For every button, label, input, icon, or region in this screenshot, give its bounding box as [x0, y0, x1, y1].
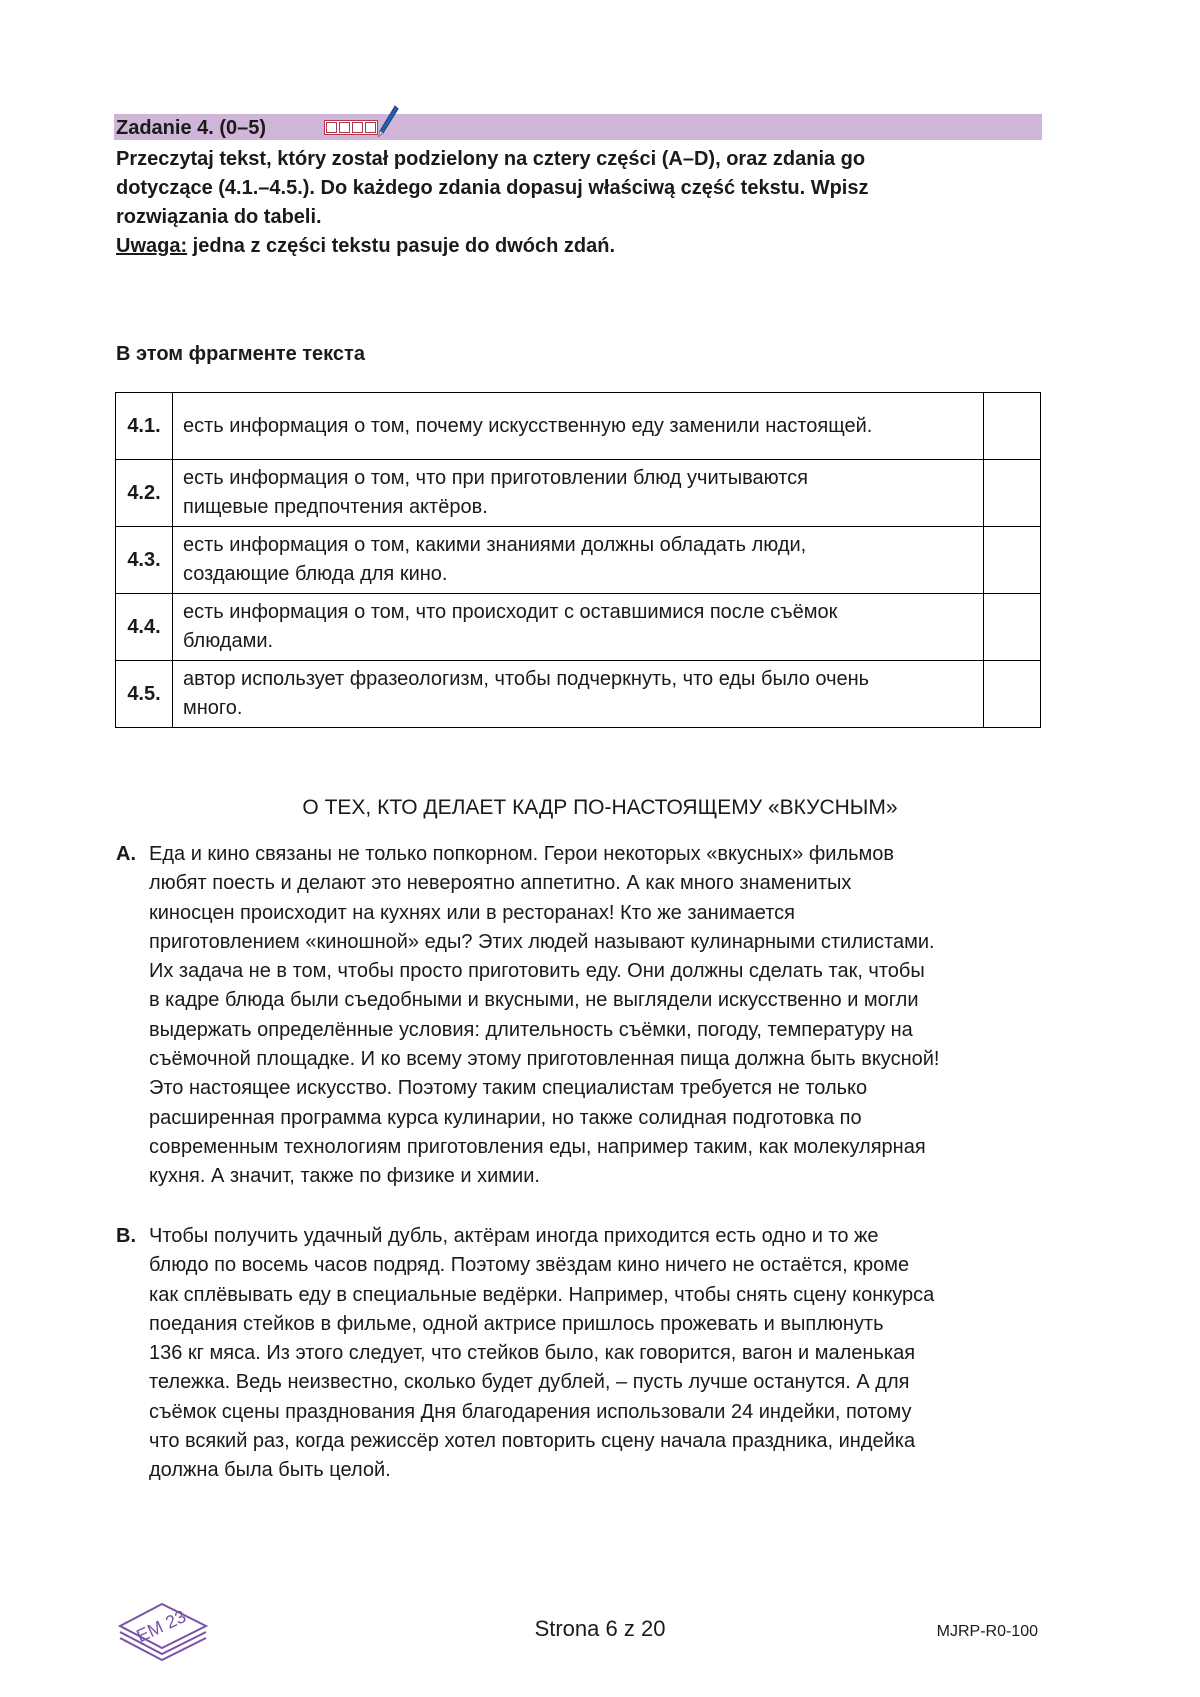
item-number: 4.1. — [116, 393, 173, 460]
instruction-line: rozwiązania do tabeli. — [116, 206, 322, 228]
table-row — [116, 527, 1041, 594]
text-line: Это настоящее искусство. Поэтому таким специалистам требуется не только — [149, 1077, 868, 1100]
text-line: съёмочной площадке. И ко всему этому приготовленная пища должна быть вкусной! — [149, 1048, 940, 1071]
text-line: в кадре блюда были съедобными и вкусными, не выглядели искусственно и могли — [149, 989, 919, 1012]
note-label: Uwaga: — [116, 235, 188, 257]
item-number: 4.4. — [116, 594, 173, 661]
exam-code: MJRP-R0-100 — [936, 1623, 1038, 1640]
instruction-line: Przeczytaj tekst, który został podzielony na cztery części (A–D), oraz zdania go — [116, 148, 866, 170]
part-letter: B. — [116, 1225, 136, 1247]
score-checkbox[interactable] — [365, 122, 376, 133]
text-line: киносцен происходит на кухнях или в ресторанах! Кто же занимается — [149, 901, 795, 924]
item-statement: есть информация о том, что происходит с оставшимися после съёмок блюдами. — [173, 594, 984, 661]
text-line: что всякий раз, когда режиссёр хотел повторить сцену начала праздника, индейка — [149, 1430, 916, 1453]
score-checkbox[interactable] — [339, 122, 350, 133]
table-row — [116, 594, 1041, 661]
instruction-line: dotyczące (4.1.–4.5.). Do każdego zdania dopasuj właściwą część tekstu. Wpisz — [116, 177, 869, 199]
text-line: съёмок сцены празднования Дня благодарения использовали 24 индейки, потому — [149, 1400, 912, 1423]
item-statement: автор использует фразеологизм, чтобы подчеркнуть, что еды было очень много. — [173, 661, 984, 728]
answer-cell[interactable] — [984, 393, 1041, 460]
text-part-b — [116, 1222, 1046, 1486]
answer-cell[interactable] — [984, 460, 1041, 527]
text-line: Еда и кино связаны не только попкорном. Герои некоторых «вкусных» фильмов — [149, 843, 895, 865]
answer-cell[interactable] — [984, 527, 1041, 594]
table-row — [116, 460, 1041, 527]
text-line: должна была быть целой. — [149, 1459, 391, 1482]
answer-cell[interactable] — [984, 661, 1041, 728]
text-line: блюдо по восемь часов подряд. Поэтому звёздам кино ничего не остаётся, кроме — [149, 1254, 910, 1277]
text-part-a — [116, 840, 1046, 1192]
score-checkbox[interactable] — [326, 122, 337, 133]
score-checkbox[interactable] — [352, 122, 363, 133]
logo-text: EM 23 — [133, 1606, 189, 1647]
item-statement: есть информация о том, что при приготовлении блюд учитываются пищевые предпочтения актёров. — [173, 460, 984, 527]
text-line: как сплёвывать еду в специальные ведёрки. Например, чтобы снять сцену конкурса — [149, 1283, 935, 1306]
task-note — [116, 232, 1046, 261]
part-letter: A. — [116, 843, 136, 865]
table-row — [116, 393, 1041, 460]
matching-table — [115, 392, 1041, 728]
page-number: Strona 6 z 20 — [534, 1616, 666, 1641]
item-statement: есть информация о том, почему искусственную еду заменили настоящей. — [173, 393, 984, 460]
score-checkboxes — [324, 120, 378, 135]
item-number: 4.2. — [116, 460, 173, 527]
text-line: любят поесть и делают это невероятно аппетитно. А как много знаменитых — [149, 872, 852, 895]
answer-cell[interactable] — [984, 594, 1041, 661]
text-line: приготовлением «киношной» еды? Этих людей называют кулинарными стилистами. — [149, 930, 935, 953]
text-line: выдержать определённые условия: длительность съёмки, погоду, температуру на — [149, 1018, 913, 1041]
table-stem: В этом фрагменте текста — [116, 343, 365, 365]
text-line: 136 кг мяса. Из этого следует, что стейков было, как говорится, вагон и маленькая — [149, 1342, 916, 1365]
text-line: современным технологиям приготовления еды, например таким, как молекулярная — [149, 1135, 926, 1158]
text-line: кухня. А значит, также по физике и химии. — [149, 1165, 540, 1188]
task-instructions — [116, 145, 1046, 261]
text-line: поедания стейков в фильме, одной актрисе пришлось прожевать и выплюнуть — [149, 1312, 884, 1335]
reading-text-title: О ТЕХ, КТО ДЕЛАЕТ КАДР ПО-НАСТОЯЩЕМУ «ВКУСНЫМ» — [302, 796, 898, 819]
text-line: тележка. Ведь неизвестно, сколько будет дублей, – пусть лучше останутся. А для — [149, 1371, 910, 1394]
text-line: Их задача не в том, чтобы просто приготовить еду. Они должны сделать так, чтобы — [149, 960, 925, 983]
item-number: 4.3. — [116, 527, 173, 594]
note-text: jedna z części tekstu pasuje do dwóch zdań. — [187, 235, 616, 257]
pencil-icon — [377, 104, 399, 138]
item-statement: есть информация о том, какими знаниями должны обладать люди, создающие блюда для кино. — [173, 527, 984, 594]
task-title: Zadanie 4. (0–5) — [116, 117, 267, 139]
text-line: расширенная программа курса кулинарии, но также солидная подготовка по — [149, 1106, 862, 1129]
item-number: 4.5. — [116, 661, 173, 728]
text-line: Чтобы получить удачный дубль, актёрам иногда приходится есть одно и то же — [149, 1225, 879, 1247]
table-row — [116, 661, 1041, 728]
